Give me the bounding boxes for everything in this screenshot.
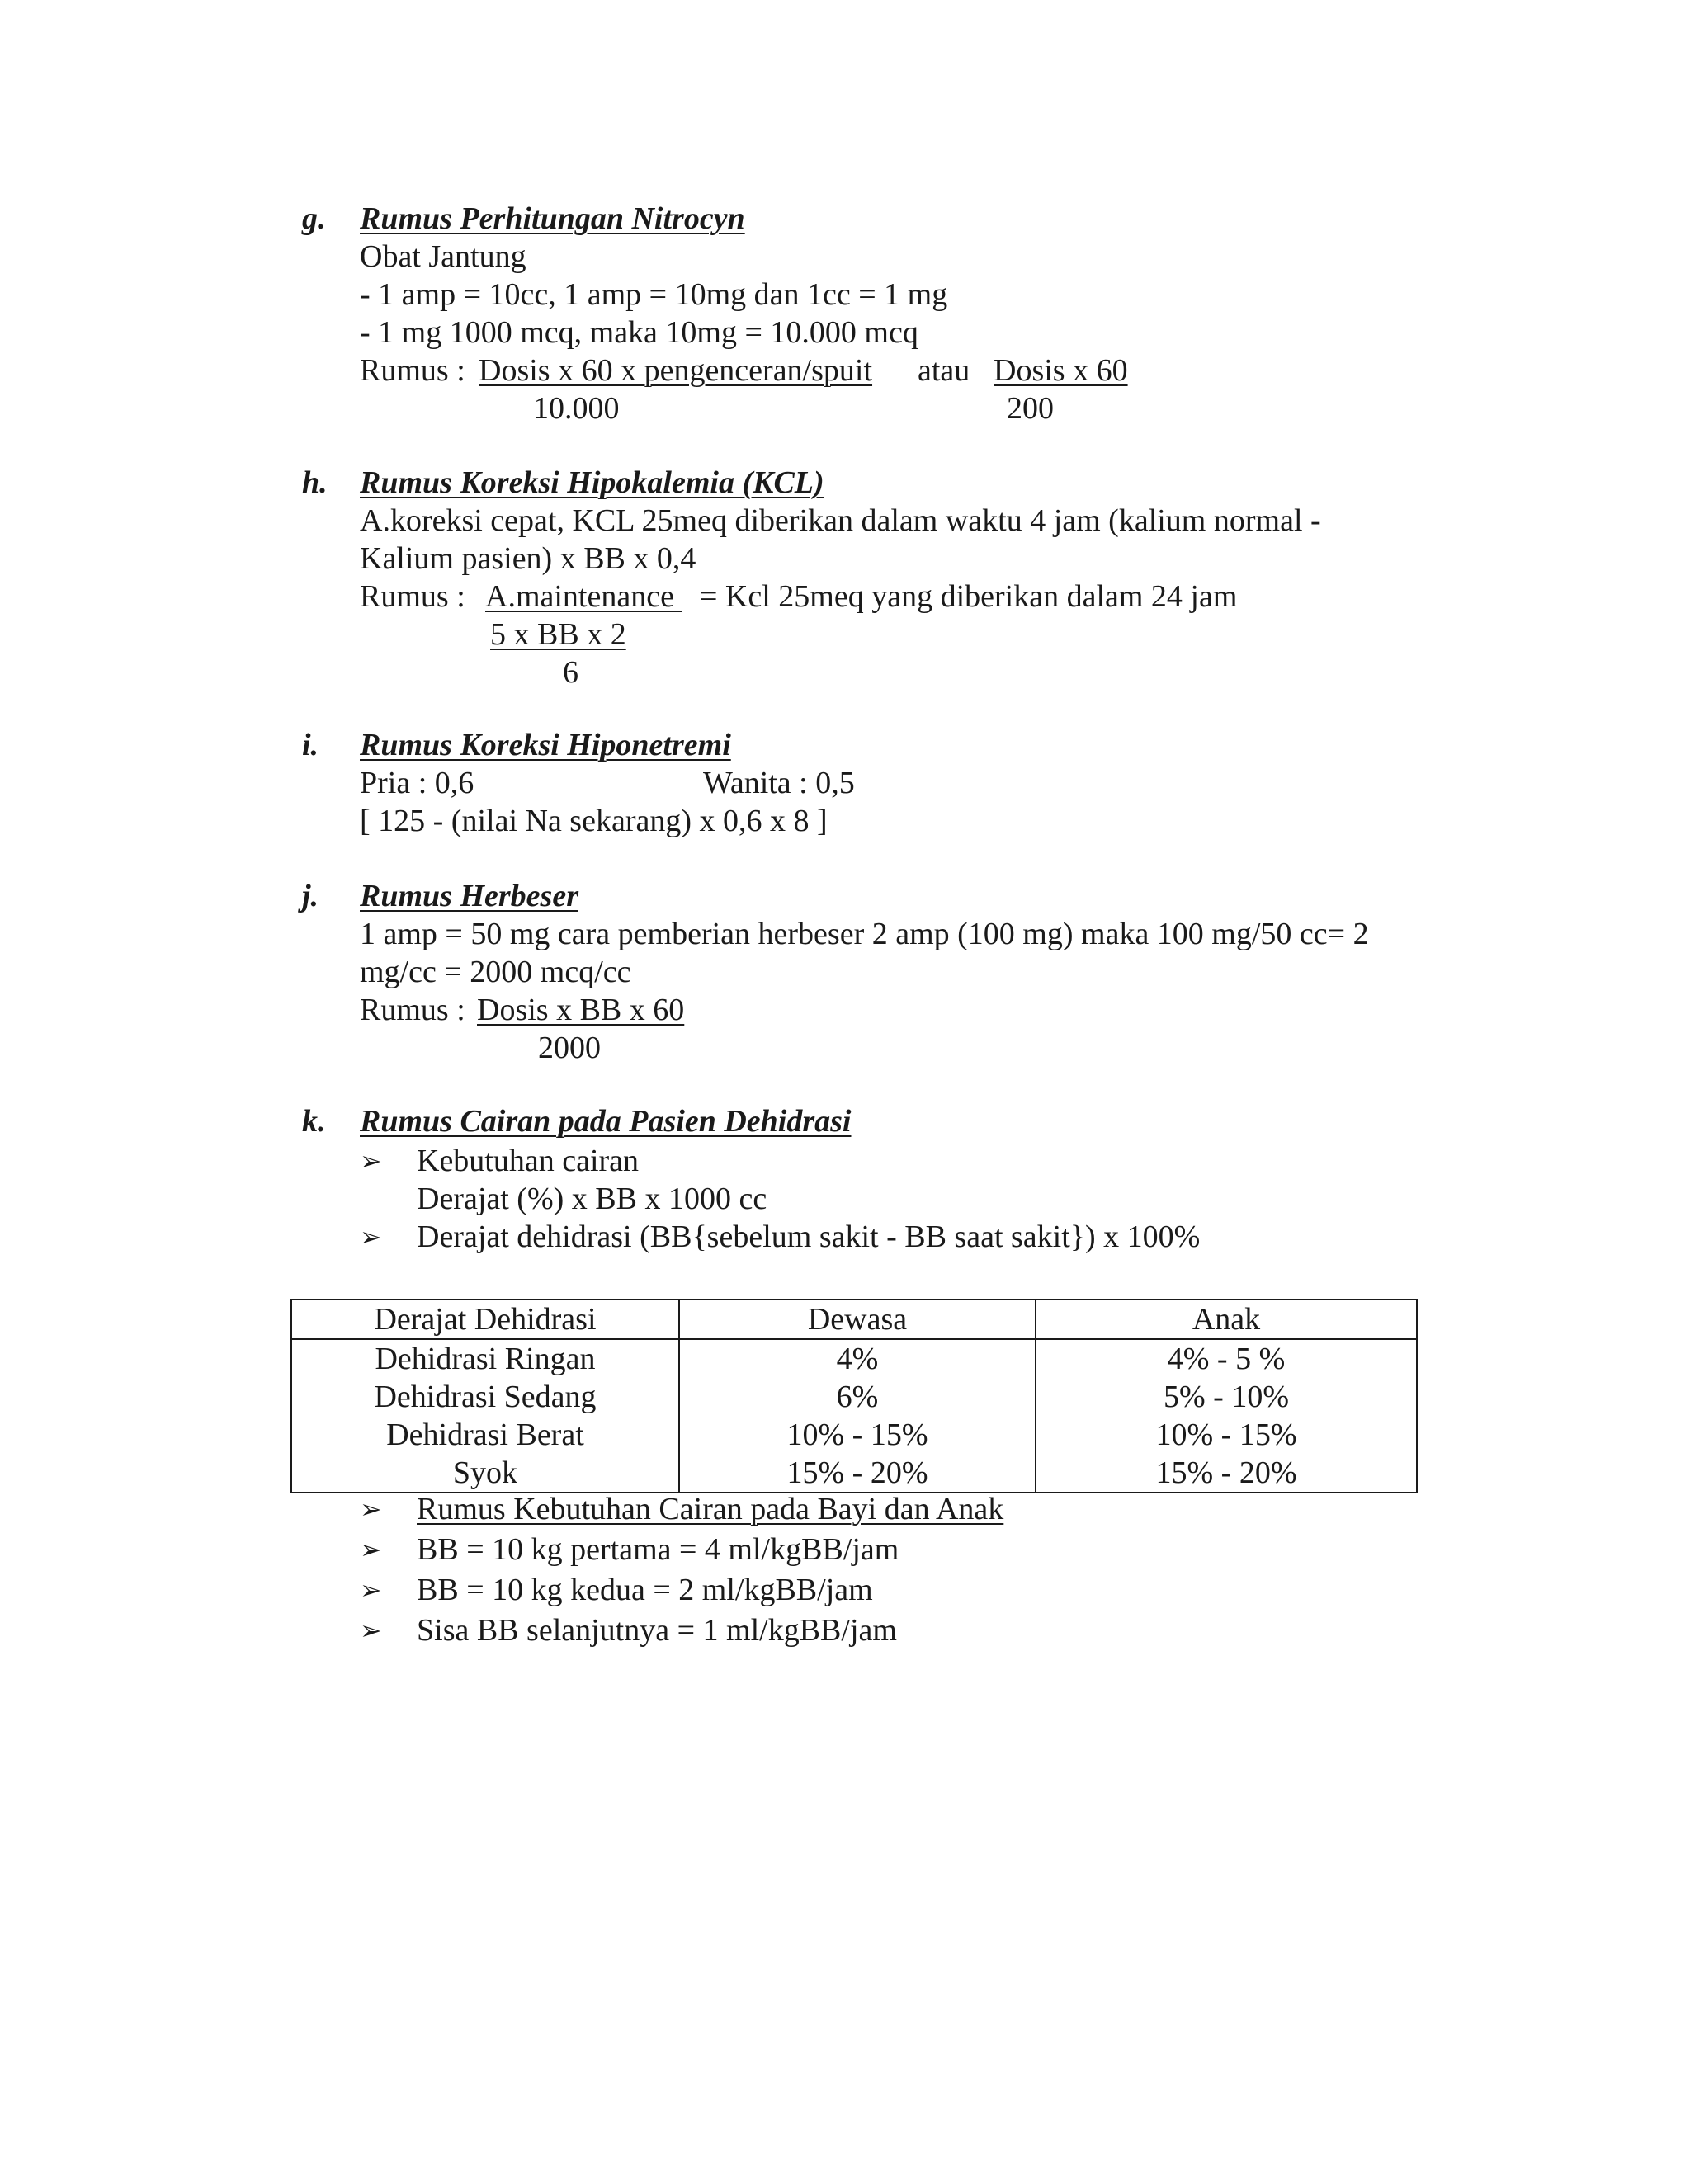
section-j-line: 1 amp = 50 mg cara pemberian herbeser 2 amp (100 mg) maka 100 mg/50 cc= 2	[360, 917, 1369, 951]
table-header-row	[291, 1300, 1417, 1339]
bullet-text: BB = 10 kg kedua = 2 ml/kgBB/jam	[417, 1573, 873, 1607]
bullet-text: BB = 10 kg pertama = 4 ml/kgBB/jam	[417, 1532, 899, 1567]
section-h-letter: h.	[302, 465, 328, 500]
section-g-line: - 1 mg 1000 mcq, maka 10mg = 10.000 mcq	[360, 315, 918, 350]
section-j-title: Rumus Herbeser	[360, 879, 578, 913]
bullet-text: Sisa BB selanjutnya = 1 ml/kgBB/jam	[417, 1613, 897, 1648]
bullet-text: Derajat dehidrasi (BB{sebelum sakit - BB saat sakit}) x 100%	[417, 1219, 1201, 1254]
section-j-line: mg/cc = 2000 mcq/cc	[360, 955, 631, 989]
formula-numerator: Dosis x BB x 60	[477, 993, 685, 1027]
formula-numerator: Dosis x 60 x pengenceran/spuit	[479, 353, 873, 388]
column-header: Anak	[1036, 1300, 1417, 1339]
formula-label: Rumus :	[360, 993, 465, 1027]
table-cell: Syok	[291, 1454, 679, 1493]
column-header: Derajat Dehidrasi	[291, 1300, 679, 1339]
table-cell: 15% - 20%	[1036, 1454, 1417, 1493]
table-cell: Dehidrasi Ringan	[291, 1339, 679, 1378]
formula-numerator: 5 x BB x 2	[490, 617, 626, 652]
table-row	[291, 1454, 1417, 1493]
hiponetremi-formula: [ 125 - (nilai Na sekarang) x 0,6 x 8 ]	[360, 804, 828, 838]
bullet-subtext: Derajat (%) x BB x 1000 cc	[417, 1182, 767, 1216]
arrow-bullet-icon: ➢	[360, 1615, 382, 1646]
arrow-bullet-icon: ➢	[360, 1574, 382, 1606]
column-header: Dewasa	[679, 1300, 1036, 1339]
table-row	[291, 1416, 1417, 1454]
bullet-text: Kebutuhan cairan	[417, 1144, 640, 1178]
table-cell: 4%	[679, 1339, 1036, 1378]
bullet-text-underlined: Rumus Kebutuhan Cairan pada Bayi dan Anak	[417, 1492, 1004, 1526]
formula-label: Rumus :	[360, 579, 465, 614]
wanita-value: Wanita : 0,5	[703, 766, 855, 800]
section-i-title: Rumus Koreksi Hiponetremi	[360, 728, 731, 762]
table-row	[291, 1378, 1417, 1416]
formula-denominator: 10.000	[533, 391, 620, 426]
table-cell: 4% - 5 %	[1036, 1339, 1417, 1378]
arrow-bullet-icon: ➢	[360, 1221, 382, 1252]
table-cell: 10% - 15%	[679, 1416, 1036, 1454]
formula-maintenance: A.maintenance	[485, 579, 682, 614]
formula-atau: atau	[918, 353, 970, 388]
section-g-title: Rumus Perhitungan Nitrocyn	[360, 201, 745, 236]
section-i-letter: i.	[302, 728, 319, 762]
formula-denominator: 200	[1007, 391, 1054, 426]
section-h-line: A.koreksi cepat, KCL 25meq diberikan dalam waktu 4 jam (kalium normal -	[360, 503, 1321, 538]
table-cell: 5% - 10%	[1036, 1378, 1417, 1416]
section-h-title: Rumus Koreksi Hipokalemia (KCL)	[360, 465, 824, 500]
arrow-bullet-icon: ➢	[360, 1493, 382, 1525]
table-cell: 10% - 15%	[1036, 1416, 1417, 1454]
arrow-bullet-icon: ➢	[360, 1534, 382, 1565]
section-g-letter: g.	[302, 201, 326, 236]
section-h-line: Kalium pasien) x BB x 0,4	[360, 541, 696, 576]
pria-value: Pria : 0,6	[360, 766, 474, 800]
formula-denominator: 2000	[538, 1031, 601, 1065]
section-g-line: - 1 amp = 10cc, 1 amp = 10mg dan 1cc = 1 mg	[360, 277, 948, 312]
dehidrasi-table	[290, 1299, 1418, 1493]
section-k-letter: k.	[302, 1104, 326, 1139]
table-row	[291, 1339, 1417, 1378]
section-j-letter: j.	[302, 879, 319, 913]
section-k-title: Rumus Cairan pada Pasien Dehidrasi	[360, 1104, 852, 1139]
formula-denominator: 6	[563, 655, 578, 690]
table-cell: 15% - 20%	[679, 1454, 1036, 1493]
table-cell: Dehidrasi Berat	[291, 1416, 679, 1454]
arrow-bullet-icon: ➢	[360, 1145, 382, 1177]
table-cell: 6%	[679, 1378, 1036, 1416]
table-cell: Dehidrasi Sedang	[291, 1378, 679, 1416]
section-g-line: Obat Jantung	[360, 239, 526, 274]
formula-numerator: Dosis x 60	[994, 353, 1128, 388]
formula-maintenance-text: = Kcl 25meq yang diberikan dalam 24 jam	[700, 579, 1238, 614]
formula-label: Rumus :	[360, 353, 465, 388]
